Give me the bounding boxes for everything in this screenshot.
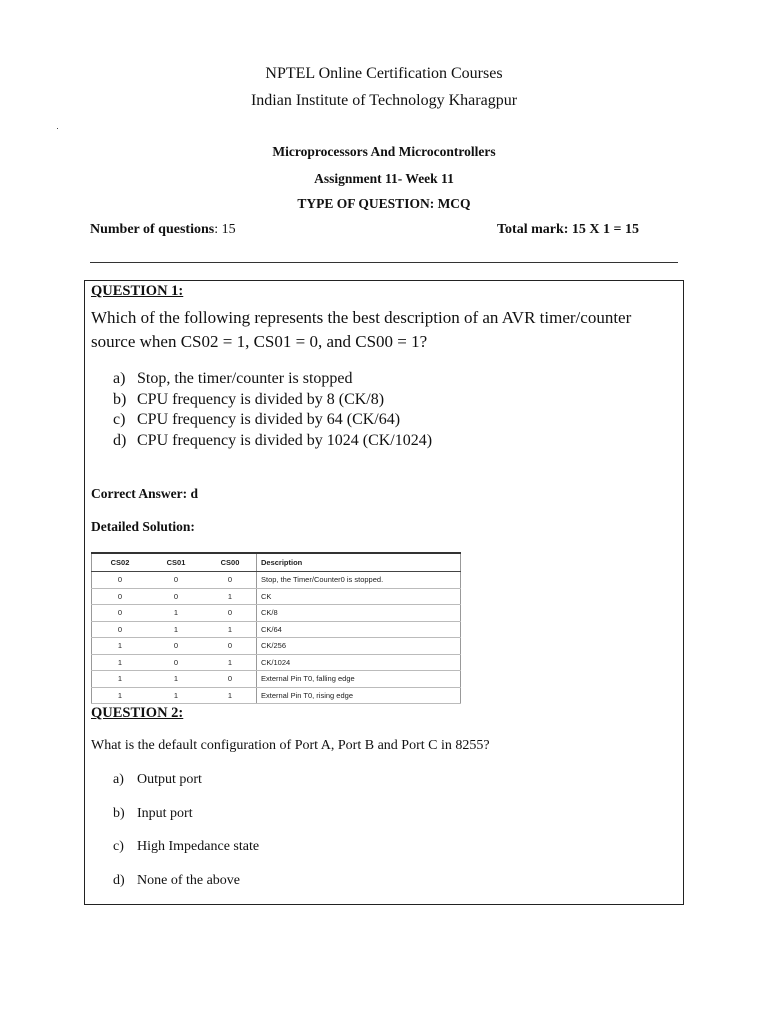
question-2-text: What is the default configuration of Port A, Port B and Port C in 8255?: [91, 738, 490, 753]
solution-table: [91, 552, 461, 704]
num-questions-value: : 15: [214, 222, 236, 237]
question-1-text: Which of the following represents the best description of an AVR timer/counter source when CS02 = 1, CS01 = 0, and CS00 = 1?: [91, 308, 632, 351]
option[interactable]: b) CPU frequency is divided by 8 (CK/8): [113, 390, 385, 408]
table-header-row: [92, 553, 461, 572]
question-2-heading: QUESTION 2:: [91, 705, 184, 721]
table-row: 0 0 0 Stop, the Timer/Counter0 is stopped.: [92, 572, 461, 589]
org-title: NPTEL Online Certification Courses: [265, 65, 503, 82]
assignment-title: Assignment 11- Week 11: [314, 171, 454, 186]
divider: [90, 262, 678, 263]
table-row: 1 1 1 External Pin T0, rising edge: [92, 687, 461, 704]
column-header: CS01: [148, 553, 204, 572]
option[interactable]: a) Stop, the timer/counter is stopped: [113, 370, 353, 387]
column-header: CS02: [92, 553, 149, 572]
institute-title: Indian Institute of Technology Kharagpur: [250, 92, 518, 109]
solution-label: Detailed Solution:: [91, 519, 195, 534]
question-type: TYPE OF QUESTION: MCQ: [297, 196, 471, 211]
correct-answer: Correct Answer: d: [91, 486, 198, 501]
question-1-heading: QUESTION 1:: [91, 283, 184, 299]
option[interactable]: d) None of the above: [113, 872, 241, 888]
total-mark: Total mark: 15 X 1 = 15: [497, 222, 640, 237]
table-row: 0 0 1 CK: [92, 588, 461, 605]
option[interactable]: d) CPU frequency is divided by 1024 (CK/1024): [113, 431, 433, 449]
table-row: 0 1 1 CK/64: [92, 621, 461, 638]
num-questions-label: Number of questions: [90, 222, 215, 237]
option[interactable]: a) Output port: [113, 772, 202, 787]
option[interactable]: c) CPU frequency is divided by 64 (CK/64): [113, 411, 401, 428]
option[interactable]: c) High Impedance state: [113, 839, 260, 854]
table-row: 0 1 0 CK/8: [92, 605, 461, 622]
column-header: Description: [257, 553, 461, 572]
table-row: 1 0 0 CK/256: [92, 638, 461, 655]
question-1-options: [91, 369, 651, 451]
question-2-options: [91, 772, 651, 906]
option[interactable]: b) Input port: [113, 805, 193, 821]
table-row: 1 0 1 CK/1024: [92, 654, 461, 671]
column-header: CS00: [204, 553, 257, 572]
course-title: Microprocessors And Microcontrollers: [272, 144, 496, 159]
table-row: 1 1 0 External Pin T0, falling edge: [92, 671, 461, 688]
stray-mark: [57, 128, 58, 129]
num-questions: [90, 222, 236, 238]
